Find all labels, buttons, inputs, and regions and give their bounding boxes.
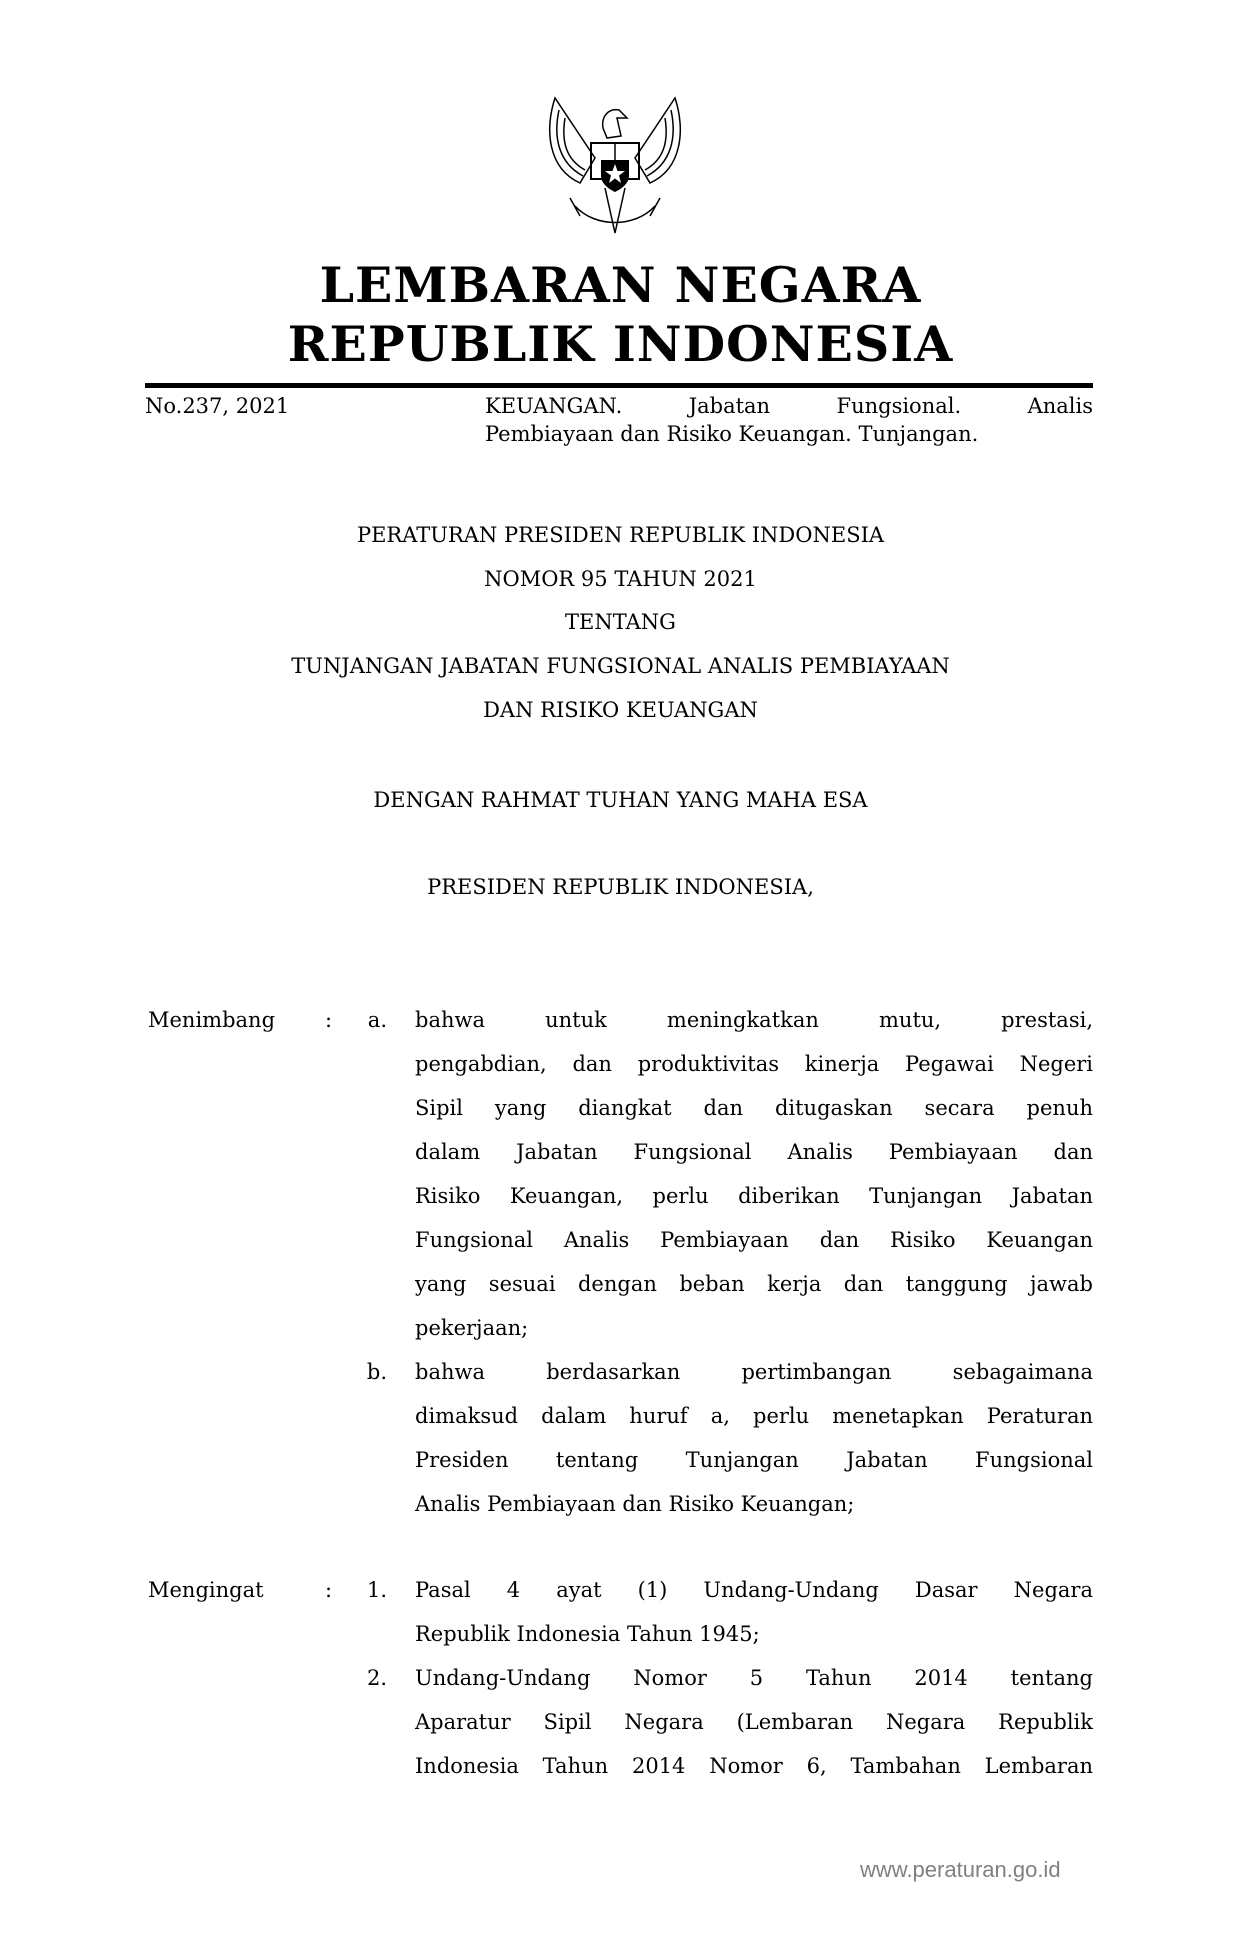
text-line: Presiden tentang Tunjangan Jabatan Fungsional <box>415 1448 1093 1472</box>
gazette-number: No.237, 2021 <box>145 394 290 418</box>
text-line: Sipil yang diangkat dan ditugaskan secara penuh <box>415 1096 1093 1120</box>
garuda-emblem-icon <box>535 88 695 248</box>
header-divider <box>145 383 1093 388</box>
text-line: pekerjaan; <box>415 1316 529 1340</box>
text-line: bahwa berdasarkan pertimbangan sebagaimana <box>415 1360 1093 1384</box>
regulation-title-line2: DAN RISIKO KEUANGAN <box>483 698 758 722</box>
text-line: Analis Pembiayaan dan Risiko Keuangan; <box>415 1492 855 1516</box>
gazette-subject <box>485 392 1093 448</box>
mengingat-marker-1: 1. <box>366 1578 387 1602</box>
masthead-title-line1: LEMBARAN NEGARA <box>319 256 922 314</box>
text-line: dalam Jabatan Fungsional Analis Pembiayaan dan <box>415 1140 1093 1164</box>
text-line: Undang-Undang Nomor 5 Tahun 2014 tentang <box>415 1666 1093 1690</box>
footer-website-link[interactable]: www.peraturan.go.id <box>860 1857 1061 1882</box>
text-line: bahwa untuk meningkatkan mutu, prestasi, <box>415 1008 1093 1032</box>
gazette-subject-line1: KEUANGAN. Jabatan Fungsional. Analis <box>485 394 1093 418</box>
mengingat-item-1 <box>415 1568 1093 1656</box>
menimbang-colon: : <box>325 1008 333 1032</box>
masthead-title-line2: REPUBLIK INDONESIA <box>287 315 954 373</box>
regulation-type: PERATURAN PRESIDEN REPUBLIK INDONESIA <box>356 523 885 547</box>
text-line: Fungsional Analis Pembiayaan dan Risiko Keuangan <box>415 1228 1093 1252</box>
regulation-number: NOMOR 95 TAHUN 2021 <box>484 567 757 591</box>
mengingat-label: Mengingat <box>148 1578 264 1602</box>
invocation: DENGAN RAHMAT TUHAN YANG MAHA ESA <box>373 788 868 812</box>
regulation-tentang: TENTANG <box>565 610 676 634</box>
mengingat-item-2 <box>415 1656 1093 1788</box>
text-line: Risiko Keuangan, perlu diberikan Tunjangan Jabatan <box>415 1184 1093 1208</box>
menimbang-marker-a: a. <box>367 1008 387 1032</box>
text-line: Aparatur Sipil Negara (Lembaran Negara Republik <box>415 1710 1093 1734</box>
regulation-title-line1: TUNJANGAN JABATAN FUNGSIONAL ANALIS PEMBIAYAAN <box>291 654 950 678</box>
text-line: dimaksud dalam huruf a, perlu menetapkan Peraturan <box>415 1404 1093 1428</box>
text-line: Pasal 4 ayat (1) Undang-Undang Dasar Negara <box>415 1578 1093 1602</box>
menimbang-item-b <box>415 1350 1093 1526</box>
text-line: Indonesia Tahun 2014 Nomor 6, Tambahan Lembaran <box>415 1754 1093 1778</box>
menimbang-label: Menimbang <box>148 1008 276 1032</box>
gazette-subject-line2: Pembiayaan dan Risiko Keuangan. Tunjangan. <box>485 422 979 446</box>
text-line: yang sesuai dengan beban kerja dan tanggung jawab <box>415 1272 1093 1296</box>
menimbang-item-a <box>415 998 1093 1350</box>
text-line: Republik Indonesia Tahun 1945; <box>415 1622 760 1646</box>
text-line: pengabdian, dan produktivitas kinerja Pegawai Negeri <box>415 1052 1093 1076</box>
menimbang-marker-b: b. <box>366 1360 387 1384</box>
mengingat-colon: : <box>325 1578 333 1602</box>
authority: PRESIDEN REPUBLIK INDONESIA, <box>427 875 814 899</box>
mengingat-marker-2: 2. <box>366 1666 387 1690</box>
